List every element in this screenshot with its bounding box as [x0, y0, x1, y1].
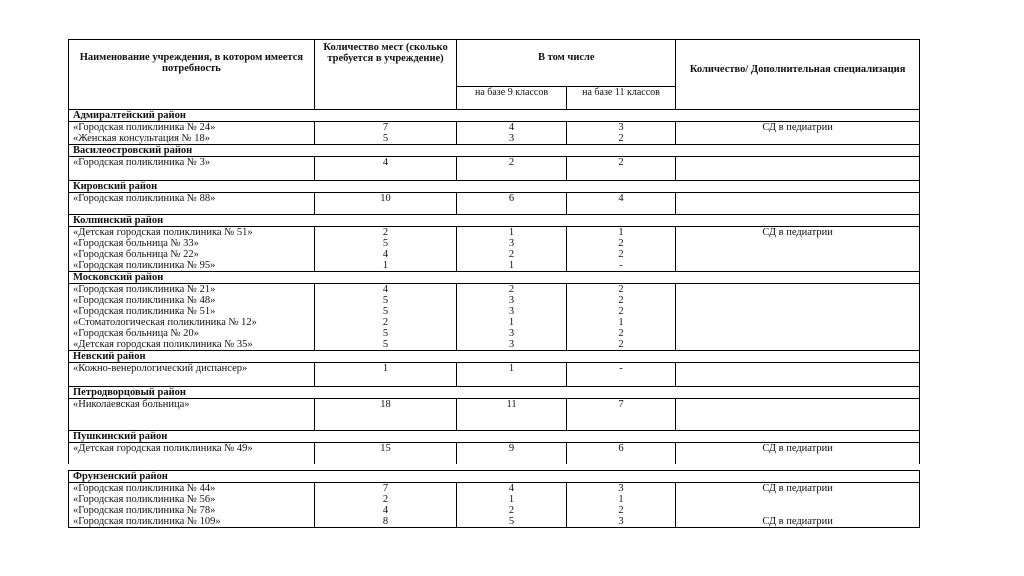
- table-row: [69, 328, 920, 339]
- institution-name: «Детская городская поликлиника № 51»: [69, 227, 315, 239]
- base11-count: 1: [566, 227, 675, 239]
- specialization: [676, 249, 920, 260]
- specialization: СД в педиатрии: [676, 516, 920, 528]
- institution-name: «Городская поликлиника № 56»: [69, 494, 315, 505]
- places-count: 5: [314, 306, 457, 317]
- base9-count: 11: [457, 399, 566, 411]
- table-row: [69, 133, 920, 145]
- institution-name: «Городская поликлиника № 95»: [69, 260, 315, 272]
- table-body: [69, 110, 920, 528]
- base9-count: 3: [457, 295, 566, 306]
- base9-count: 3: [457, 328, 566, 339]
- specialization: [676, 494, 920, 505]
- base9-count: 1: [457, 260, 566, 272]
- places-count: 2: [314, 227, 457, 239]
- base9-count: 3: [457, 133, 566, 145]
- base11-count: 7: [566, 399, 675, 411]
- specialization: СД в педиатрии: [676, 227, 920, 239]
- specialization: [676, 193, 920, 205]
- table-row: [69, 122, 920, 134]
- base9-count: 9: [457, 443, 566, 455]
- table-row: [69, 505, 920, 516]
- places-count: 15: [314, 443, 457, 455]
- places-count: 2: [314, 494, 457, 505]
- base9-count: 3: [457, 238, 566, 249]
- places-count: 4: [314, 157, 457, 169]
- base9-count: 4: [457, 483, 566, 495]
- district-name: Фрунзенский район: [69, 471, 920, 483]
- district-name: Московский район: [69, 272, 920, 284]
- table-row: [69, 494, 920, 505]
- district-row: [69, 181, 920, 193]
- specialization: [676, 399, 920, 411]
- base9-count: 1: [457, 227, 566, 239]
- base11-count: 3: [566, 483, 675, 495]
- specialization: [676, 363, 920, 375]
- district-row: [69, 351, 920, 363]
- base9-count: 1: [457, 363, 566, 375]
- institution-name: «Городская поликлиника № 51»: [69, 306, 315, 317]
- places-count: 1: [314, 260, 457, 272]
- specialization: [676, 306, 920, 317]
- specialization: [676, 295, 920, 306]
- institution-name: «Городская больница № 20»: [69, 328, 315, 339]
- spacer-row: [69, 410, 920, 431]
- spacer-row: [69, 168, 920, 181]
- spacer-row: [69, 454, 920, 464]
- places-count: 5: [314, 328, 457, 339]
- institution-name: «Городская поликлиника № 21»: [69, 284, 315, 296]
- spacer-row: [69, 204, 920, 215]
- institution-name: «Городская поликлиника № 109»: [69, 516, 315, 528]
- places-count: 5: [314, 339, 457, 351]
- institution-name: «Городская больница № 33»: [69, 238, 315, 249]
- header-base11: на базе 11 классов: [566, 87, 675, 110]
- spacer-row: [69, 374, 920, 387]
- specialization: СД в педиатрии: [676, 443, 920, 455]
- table-row: [69, 339, 920, 351]
- table-row: [69, 516, 920, 528]
- district-name: Василеостровский район: [69, 145, 920, 157]
- places-count: 5: [314, 133, 457, 145]
- base9-count: 1: [457, 494, 566, 505]
- district-row: [69, 272, 920, 284]
- base11-count: 2: [566, 339, 675, 351]
- institution-name: «Кожно-венерологический диспансер»: [69, 363, 315, 375]
- district-name: Пушкинский район: [69, 431, 920, 443]
- district-name: Петродворцовый район: [69, 387, 920, 399]
- places-count: 5: [314, 295, 457, 306]
- table-row: [69, 483, 920, 495]
- table-row: [69, 284, 920, 296]
- places-count: 10: [314, 193, 457, 205]
- table-row: [69, 363, 920, 375]
- institution-name: «Городская поликлиника № 48»: [69, 295, 315, 306]
- vacancy-table: [68, 39, 920, 528]
- specialization: [676, 284, 920, 296]
- district-row: [69, 145, 920, 157]
- places-count: 7: [314, 122, 457, 134]
- header-specialization: Количество/ Дополнительная специализация: [676, 40, 920, 110]
- district-row: [69, 215, 920, 227]
- base9-count: 6: [457, 193, 566, 205]
- base9-count: 3: [457, 339, 566, 351]
- table-row: [69, 443, 920, 455]
- table-row: [69, 295, 920, 306]
- base9-count: 2: [457, 505, 566, 516]
- specialization: [676, 238, 920, 249]
- base11-count: 2: [566, 306, 675, 317]
- base11-count: -: [566, 260, 675, 272]
- base11-count: 3: [566, 516, 675, 528]
- table-row: [69, 238, 920, 249]
- base11-count: 2: [566, 157, 675, 169]
- base9-count: 2: [457, 157, 566, 169]
- base11-count: 6: [566, 443, 675, 455]
- base11-count: 2: [566, 238, 675, 249]
- table-row: [69, 260, 920, 272]
- institution-name: «Городская поликлиника № 88»: [69, 193, 315, 205]
- district-row: [69, 387, 920, 399]
- places-count: 4: [314, 284, 457, 296]
- district-row: [69, 110, 920, 122]
- district-row: [69, 431, 920, 443]
- base11-count: 2: [566, 328, 675, 339]
- table-row: [69, 306, 920, 317]
- base11-count: 1: [566, 494, 675, 505]
- specialization: [676, 157, 920, 169]
- specialization: [676, 317, 920, 328]
- institution-name: «Городская поликлиника № 44»: [69, 483, 315, 495]
- institution-name: «Детская городская поликлиника № 35»: [69, 339, 315, 351]
- places-count: 2: [314, 317, 457, 328]
- table-row: [69, 227, 920, 239]
- header-name: Наименование учреждения, в котором имеется потребность: [69, 40, 315, 110]
- base9-count: 3: [457, 306, 566, 317]
- specialization: СД в педиатрии: [676, 483, 920, 495]
- header-row: [69, 40, 920, 87]
- table-row: [69, 157, 920, 169]
- places-count: 5: [314, 238, 457, 249]
- district-name: Адмиралтейский район: [69, 110, 920, 122]
- institution-name: «Стоматологическая поликлиника № 12»: [69, 317, 315, 328]
- specialization: [676, 133, 920, 145]
- base11-count: 2: [566, 284, 675, 296]
- institution-name: «Городская поликлиника № 24»: [69, 122, 315, 134]
- district-name: Колпинский район: [69, 215, 920, 227]
- table-row: [69, 193, 920, 205]
- district-name: Невский район: [69, 351, 920, 363]
- institution-name: «Городская поликлиника № 78»: [69, 505, 315, 516]
- base11-count: 2: [566, 133, 675, 145]
- places-count: 4: [314, 249, 457, 260]
- specialization: СД в педиатрии: [676, 122, 920, 134]
- institution-name: «Городская больница № 22»: [69, 249, 315, 260]
- base9-count: 1: [457, 317, 566, 328]
- district-row: [69, 471, 920, 483]
- places-count: 7: [314, 483, 457, 495]
- base11-count: 3: [566, 122, 675, 134]
- specialization: [676, 339, 920, 351]
- base11-count: 2: [566, 249, 675, 260]
- base9-count: 5: [457, 516, 566, 528]
- specialization: [676, 505, 920, 516]
- header-base9: на базе 9 классов: [457, 87, 566, 110]
- places-count: 18: [314, 399, 457, 411]
- base11-count: -: [566, 363, 675, 375]
- header-places: Количество мест (сколько требуется в учреждение): [314, 40, 457, 110]
- places-count: 4: [314, 505, 457, 516]
- institution-name: «Детская городская поликлиника № 49»: [69, 443, 315, 455]
- institution-name: «Городская поликлиника № 3»: [69, 157, 315, 169]
- table-row: [69, 399, 920, 411]
- table-row: [69, 249, 920, 260]
- institution-name: «Николаевская больница»: [69, 399, 315, 411]
- places-count: 1: [314, 363, 457, 375]
- places-count: 8: [314, 516, 457, 528]
- base11-count: 4: [566, 193, 675, 205]
- table-row: [69, 317, 920, 328]
- base11-count: 1: [566, 317, 675, 328]
- base11-count: 2: [566, 505, 675, 516]
- base9-count: 4: [457, 122, 566, 134]
- base9-count: 2: [457, 284, 566, 296]
- specialization: [676, 260, 920, 272]
- header-including: В том числе: [457, 40, 676, 87]
- specialization: [676, 328, 920, 339]
- base9-count: 2: [457, 249, 566, 260]
- district-name: Кировский район: [69, 181, 920, 193]
- institution-name: «Женская консультация № 18»: [69, 133, 315, 145]
- base11-count: 2: [566, 295, 675, 306]
